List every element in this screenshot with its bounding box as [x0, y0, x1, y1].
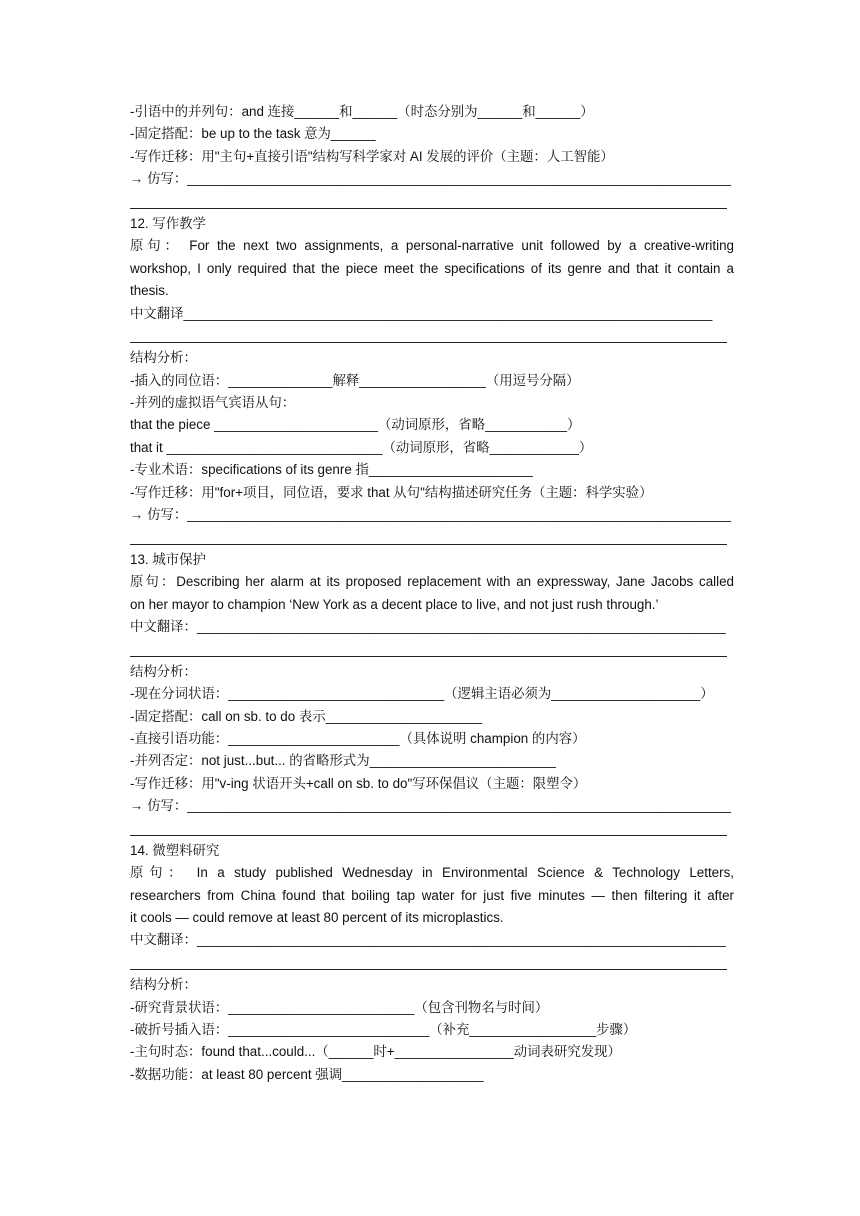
writing-transfer-line: -写作迁移：用"主句+直接引语"结构写科学家对 AI 发展的评价（主题：人工智能） — [130, 148, 614, 164]
answer-rule — [130, 638, 734, 660]
imitation-line: → 仿写：_________________________________________________________________________ — [130, 507, 731, 523]
original-sentence-line: thesis. — [130, 283, 169, 299]
writing-transfer-line: -写作迁移：用"v-ing 状语开头+call on sb. to do"写环保倡议（主题：限塑令） — [130, 775, 587, 791]
answer-rule — [130, 325, 734, 347]
parallel-clause-line: -引语中的并列句：and 连接______和______（时态分别为______和______） — [130, 104, 594, 119]
imitation-line: → 仿写：_________________________________________________________________________ — [130, 171, 731, 187]
worksheet-page — [130, 101, 734, 1086]
writing-transfer-line: -写作迁移：用"for+项目，同位语，要求 that 从句"结构描述研究任务（主题：科学实验） — [130, 484, 653, 500]
original-sentence-line: 原句： For the next two assignments, a personal-narrative unit followed by a creative-writing — [130, 238, 734, 254]
answer-rule — [130, 818, 734, 840]
appositive-line: -插入的同位语：______________解释_________________（用逗号分隔） — [130, 372, 580, 388]
original-sentence-line: workshop, I only required that the piece meet the specifications of its genre and that it contain a — [130, 260, 734, 276]
section-14-heading: 14. 微塑料研究 — [130, 842, 220, 858]
original-sentence-line: researchers from China found that boiling tap water for just five minutes — then filtering it after — [130, 887, 734, 903]
translation-line: 中文翻译_______________________________________________________________________ — [130, 305, 713, 321]
translation-line: 中文翻译：_______________________________________________________________________ — [130, 932, 726, 948]
participle-line: -现在分词状语：_____________________________（逻辑主语必须为____________________） — [130, 686, 714, 702]
tense-line: -主句时态：found that...could...（______时+________________动词表研究发现） — [130, 1044, 621, 1060]
answer-rule — [130, 526, 734, 548]
term-line: -专业术语：specifications of its genre 指______________________ — [130, 462, 533, 478]
original-sentence-line: on her mayor to champion ‘New York as a decent place to live, and not just rush through.’ — [130, 596, 659, 612]
original-sentence-line: it cools — could remove at least 80 percent of its microplastics. — [130, 910, 504, 926]
section-13-heading: 13. 城市保护 — [130, 551, 206, 567]
fixed-phrase-line: -固定搭配：be up to the task 意为______ — [130, 126, 376, 142]
imitation-line: → 仿写：_________________________________________________________________________ — [130, 798, 731, 814]
translation-line: 中文翻译：_______________________________________________________________________ — [130, 618, 726, 634]
answer-rule — [130, 952, 734, 974]
subjunctive-line: -并列的虚拟语气宾语从句： — [130, 395, 296, 411]
data-function-line: -数据功能：at least 80 percent 强调___________________ — [130, 1066, 484, 1082]
fixed-phrase-line: -固定搭配：call on sb. to do 表示_____________________ — [130, 708, 483, 724]
section-12-heading: 12. 写作教学 — [130, 215, 206, 231]
structure-analysis-heading: 结构分析： — [130, 350, 197, 366]
background-adverbial-line: -研究背景状语：_________________________（包含刊物名与时间） — [130, 999, 549, 1015]
clause-line: that it _____________________________（动词原形，省略____________） — [130, 439, 593, 455]
original-sentence-line: 原句： In a study published Wednesday in Environmental Science & Technology Letters, — [130, 865, 734, 881]
quote-function-line: -直接引语功能：_______________________（具体说明 champion 的内容） — [130, 730, 586, 746]
dash-parenthesis-line: -破折号插入语：___________________________（补充_________________步骤） — [130, 1022, 637, 1038]
structure-analysis-heading: 结构分析： — [130, 977, 197, 993]
original-sentence-line: 原句：Describing her alarm at its proposed replacement with an expressway, Jane Jacobs called — [130, 574, 734, 590]
structure-analysis-heading: 结构分析： — [130, 663, 197, 679]
answer-rule — [130, 191, 734, 213]
clause-line: that the piece ______________________（动词原形，省略___________） — [130, 417, 581, 433]
negation-line: -并列否定：not just...but... 的省略形式为_________________________ — [130, 753, 556, 769]
